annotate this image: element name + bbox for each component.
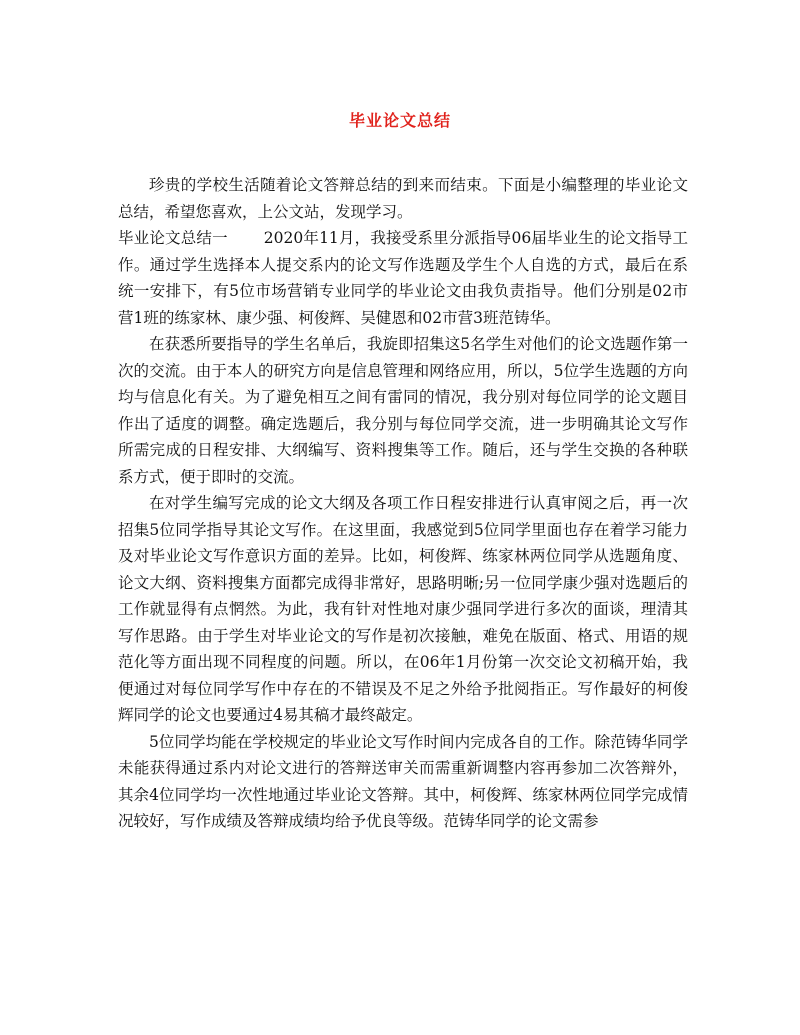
body-paragraph: 在对学生编写完成的论文大纲及各项工作日程安排进行认真审阅之后，再一次招集5位同学指导其论文写作。在这里面，我感觉到5位同学里面也存在着学习能力及对毕业论文写作意识方面的差异。比如，柯俊辉、练家林两位同学从选题角度、论文大纲、资料搜集方面都完成得非常好，思路明晰;另一位同学康少强对选题后的工作就显得有点惘然。为此，我有针对性地对康少强同学进行多次的面谈，理清其写作思路。由于学生对毕业论文的写作是初次接触，难免在版面、格式、用语的规范化等方面出现不同程度的问题。所以，在06年1月份第一次交论文初稿开始，我便通过对每位同学写作中存在的不错误及不足之外给予批阅指正。写作最好的柯俊辉同学的论文也要通过4易其稿才最终敲定。 (118, 494, 688, 724)
document-title: 毕业论文总结 (348, 111, 451, 130)
intro-paragraph: 珍贵的学校生活随着论文答辩总结的到来而结束。下面是小编整理的毕业论文总结，希望您喜欢，上公文站，发现学习。 (118, 176, 688, 221)
section-one-paragraph (118, 225, 688, 331)
body-paragraph: 在获悉所要指导的学生名单后，我旋即招集这5名学生对他们的论文选题作第一次的交流。由于本人的研究方向是信息管理和网络应用，所以，5位学生选题的方向均与信息化有关。为了避免相互之间有雷同的情况，我分别对每位同学的论文题目作出了适度的调整。确定选题后，我分别与每位同学交流，进一步明确其论文写作所需完成的日程安排、大纲编写、资料搜集等工作。随后，还与学生交换的各种联系方式，便于即时的交流。 (118, 335, 688, 486)
section-heading: 毕业论文总结一 (118, 229, 228, 247)
body-paragraph: 5位同学均能在学校规定的毕业论文写作时间内完成各自的工作。除范铸华同学未能获得通过系内对论文进行的答辩送审关而需重新调整内容再参加二次答辩外，其余4位同学均一次性地通过毕业论文答辩。其中，柯俊辉、练家林两位同学完成情况较好，写作成绩及答辩成绩均给予优良等级。范铸华同学的论文需参 (118, 732, 688, 830)
document-body (118, 172, 688, 835)
section-first-paragraph: 2020年11月，我接受系里分派指导06届毕业生的论文指导工作。通过学生选择本人提交系内的论文写作选题及学生个人自选的方式，最后在系统一安排下，有5位市场营销专业同学的毕业论文由我负责指导。他们分别是02市营1班的练家林、康少强、柯俊辉、吴健恩和02市营3班范铸华。 (118, 229, 688, 327)
